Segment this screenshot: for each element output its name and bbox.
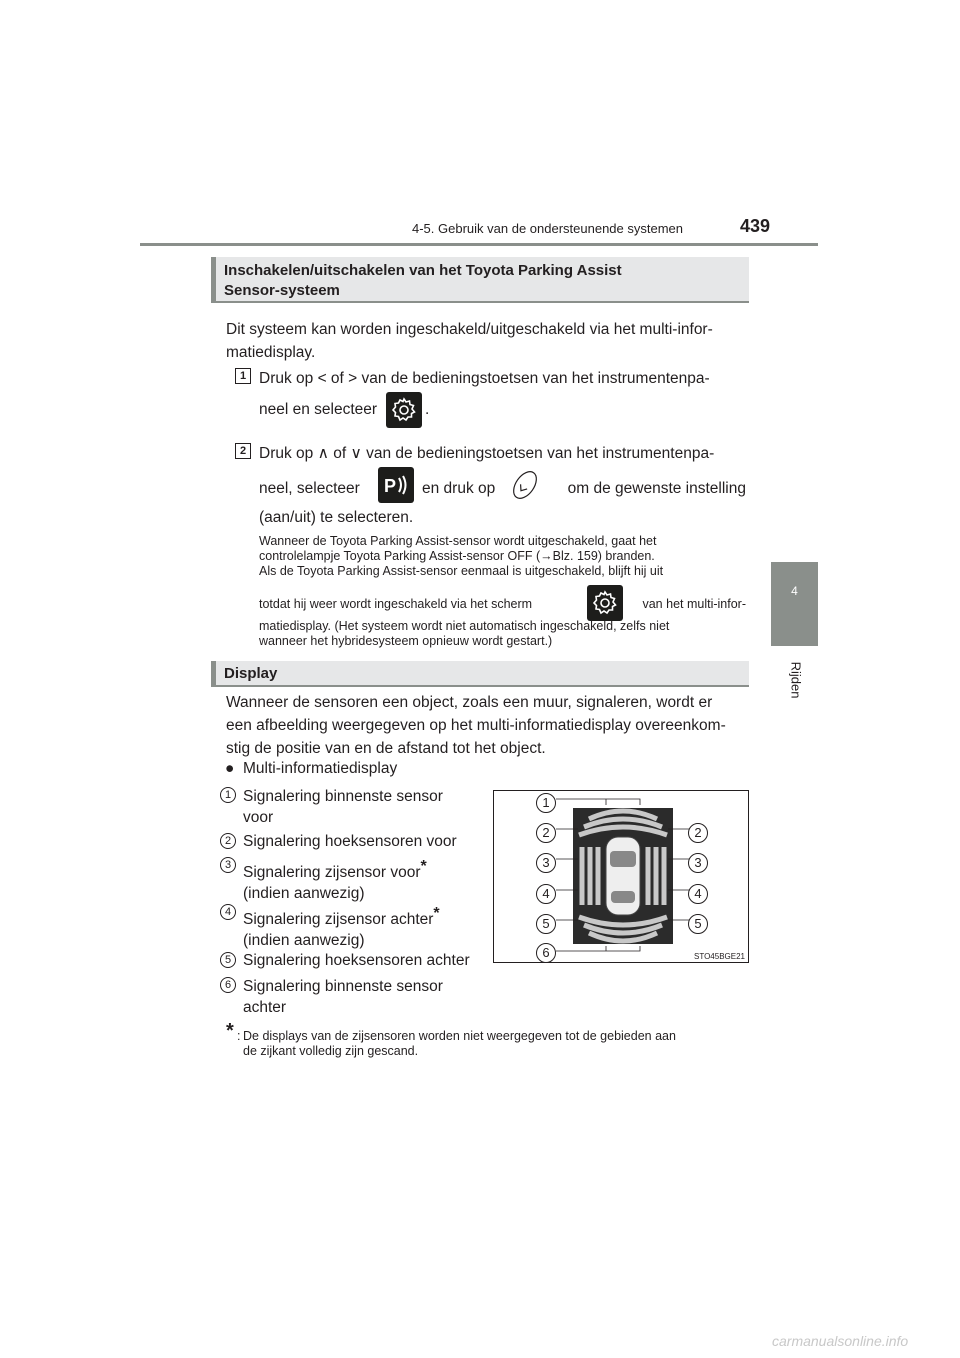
step2-line2c: om de gewenste instelling — [567, 480, 746, 497]
note-line4b: van het multi-infor- — [642, 597, 746, 611]
sensor-display-figure — [493, 790, 749, 963]
note-line: Wanneer de Toyota Parking Assist-sensor wordt uitgeschakeld, gaat het — [259, 534, 657, 548]
note-line: matiedisplay. (Het systeem wordt niet automatisch ingeschakeld, zelfs niet — [259, 619, 670, 633]
note-line: wanneer het hybridesysteem opnieuw wordt gestart.) — [259, 634, 553, 648]
figure-code: STO45BGE21 — [694, 952, 745, 961]
figure-label-3-right: 3 — [688, 853, 708, 873]
figure-label-3-left: 3 — [536, 853, 556, 873]
figure-label-4-right: 4 — [688, 884, 708, 904]
sensor-diagram — [494, 791, 748, 962]
section-heading-display: Display — [211, 661, 749, 687]
legend-item — [243, 856, 427, 904]
svg-text:P: P — [384, 476, 397, 496]
step2-line2b: en druk op — [422, 480, 496, 497]
bullet-mark: ● — [225, 760, 235, 777]
step2-line2a: neel, selecteer — [259, 480, 360, 497]
footnote-line: De displays van de zijsensoren worden niet weergegeven tot de gebieden aan — [243, 1029, 676, 1043]
legend-line: Signalering zijsensor voor — [243, 864, 421, 882]
footnote-colon: : — [237, 1029, 241, 1043]
legend-line: achter — [243, 999, 287, 1016]
asterisk-mark: * — [420, 858, 427, 875]
legend-number: 4 — [220, 904, 236, 920]
parking-assist-icon — [378, 467, 414, 503]
legend-line: Signalering zijsensor achter — [243, 911, 434, 929]
legend-item — [243, 903, 440, 951]
header-rule — [140, 243, 818, 246]
intro-line: een afbeelding weergegeven op het multi-informatiedisplay overeenkom- — [226, 717, 726, 734]
figure-label-2-left: 2 — [536, 823, 556, 843]
figure-label-6: 6 — [536, 943, 556, 963]
note-line: Als de Toyota Parking Assist-sensor eenmaal is uitgeschakeld, blijft hij uit — [259, 564, 664, 578]
chapter-tab — [771, 562, 818, 646]
legend-line: (indien aanwezig) — [243, 885, 365, 903]
legend-number: 2 — [220, 833, 236, 849]
bullet-label: Multi-informatiedisplay — [243, 760, 398, 777]
figure-label-1: 1 — [536, 793, 556, 813]
legend-line: (indien aanwezig) — [243, 932, 365, 950]
section1-intro — [226, 318, 746, 364]
section2-intro — [226, 691, 746, 760]
legend-item — [243, 976, 443, 1018]
legend-number: 3 — [220, 857, 236, 873]
figure-label-5-right: 5 — [688, 914, 708, 934]
footnote-text — [243, 1029, 746, 1059]
figure-label-5-left: 5 — [536, 914, 556, 934]
legend-number: 5 — [220, 952, 236, 968]
footnote-asterisk: * — [226, 1020, 234, 1042]
section-heading-line2: Sensor-systeem — [224, 282, 340, 299]
intro-line: Wanneer de sensoren een object, zoals een muur, signaleren, wordt er — [226, 694, 713, 711]
step1-line2a: neel en selecteer — [259, 401, 378, 418]
chapter-tab-label-text: Rijden — [788, 661, 804, 699]
legend-line: voor — [243, 809, 274, 826]
section-heading-parking-assist — [211, 257, 749, 303]
step-number-1: 1 — [235, 368, 251, 384]
section-heading-line1: Inschakelen/uitschakelen van het Toyota Parking Assist — [224, 262, 622, 279]
note-block-end — [259, 619, 746, 649]
step1-line2b: . — [425, 401, 430, 418]
legend-item: Signalering hoeksensoren voor — [243, 833, 457, 850]
step2-line3: (aan/uit) te selecteren. — [259, 509, 414, 526]
enter-button-icon — [508, 468, 542, 502]
note-line: controlelampje Toyota Parking Assist-sensor OFF (→Blz. 159) branden. — [259, 549, 655, 563]
step2-line1: Druk op ∧ of ∨ van de bedieningstoetsen van het instrumentenpa- — [259, 445, 715, 462]
running-header: 4-5. Gebruik van de ondersteunende systemen — [412, 221, 684, 236]
legend-line: Signalering binnenste sensor — [243, 978, 443, 995]
intro-line: stig de positie van en de afstand tot het object. — [226, 740, 546, 757]
watermark: carmanualsonline.info — [772, 1333, 909, 1349]
legend-number: 1 — [220, 787, 236, 803]
intro-line: Dit systeem kan worden ingeschakeld/uitgeschakeld via het multi-infor- — [226, 321, 713, 338]
step1-line1: Druk op < of > van de bedieningstoetsen van het instrumentenpa- — [259, 370, 710, 387]
asterisk-mark: * — [433, 905, 440, 922]
legend-line: Signalering binnenste sensor — [243, 788, 443, 805]
legend-number: 6 — [220, 977, 236, 993]
gear-icon — [587, 585, 623, 621]
figure-label-4-left: 4 — [536, 884, 556, 904]
intro-line: matiedisplay. — [226, 344, 316, 361]
legend-item: Signalering hoeksensoren achter — [243, 952, 470, 969]
figure-label-2-right: 2 — [688, 823, 708, 843]
footnote-line: de zijkant volledig zijn gescand. — [243, 1044, 419, 1058]
note-block — [259, 534, 746, 579]
gear-icon — [386, 392, 422, 428]
legend-item — [243, 786, 443, 828]
chapter-tab-number: 4 — [791, 584, 798, 598]
page-number: 439 — [740, 216, 771, 236]
note-line4a: totdat hij weer wordt ingeschakeld via het scherm — [259, 597, 533, 611]
step-number-2: 2 — [235, 443, 251, 459]
chapter-tab-label — [776, 650, 816, 710]
